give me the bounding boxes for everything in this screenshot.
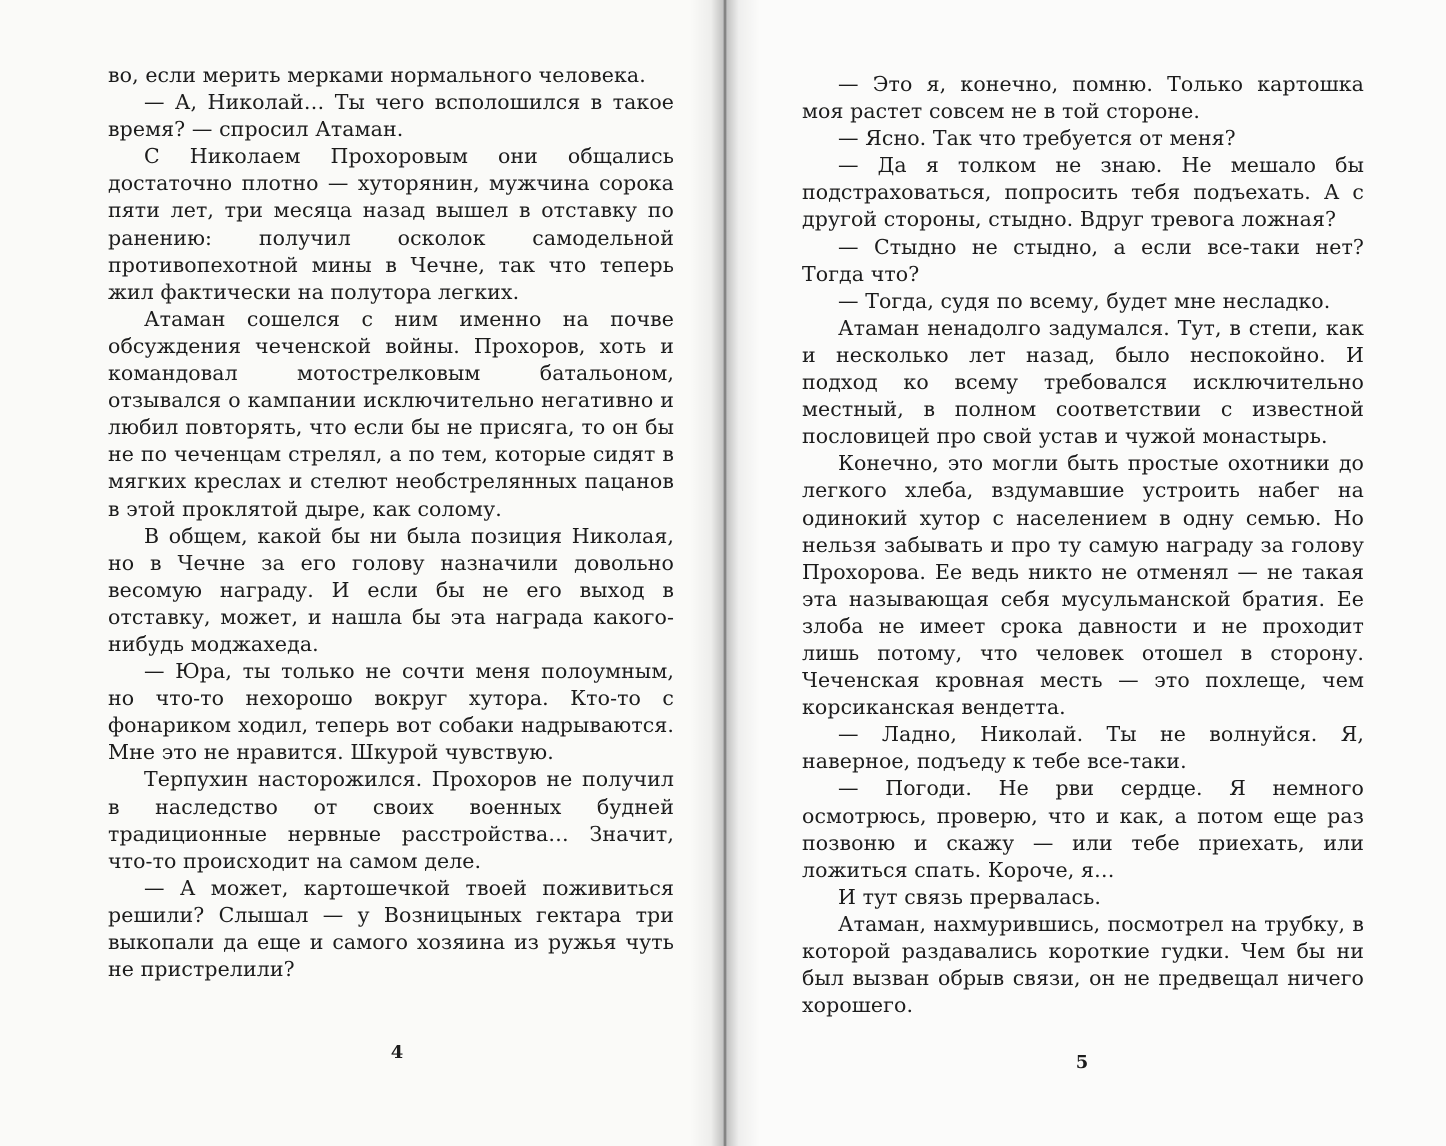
paragraph: — А может, картошечкой твоей поживиться решили? Слышал — у Возницыных гектара три выкопали да еще и самого хозяина из ружья чуть не пристрелили? <box>108 875 674 982</box>
paragraph: во, если мерить мерками нормального человека. <box>108 63 646 87</box>
paragraph: — Ладно, Николай. Ты не волнуйся. Я, наверное, подъеду к тебе все-таки. <box>802 722 1364 774</box>
paragraph: Атаман сошелся с ним именно на почве обсуждения чеченской войны. Прохоров, хоть и командовал мотострелковым батальоном, отзывался о кампании исключительно негативно и любил повторять, что если бы не присяга, то он бы не по чеченцам стрелял, а по тем, которые сидят в мягких креслах и стелют необстрелянных пацанов в этой проклятой дыре, как солому. <box>108 306 674 521</box>
paragraph: — Тогда, судя по всему, будет мне несладко. <box>838 288 1331 313</box>
paragraph: Терпухин насторожился. Прохоров не получил в наследство от своих военных будней традиционные нервные расстройства… Значит, что-то происходит на самом деле. <box>108 767 674 873</box>
paragraph: Атаман ненадолго задумался. Тут, в степи, как и несколько лет назад, было неспокойно. И подход ко всему требовался исключительно местный, в полном соответствии с известной пословицей про свой устав и чужой монастырь. <box>802 315 1364 449</box>
page-number: 4 <box>390 1042 404 1063</box>
right-page <box>722 0 1446 1146</box>
right-page-text <box>802 71 1364 1019</box>
paragraph: — Стыдно не стыдно, а если все-таки нет? Тогда что? <box>802 234 1364 286</box>
paragraph: — Это я, конечно, помню. Только картошка моя растет совсем не в той стороне. <box>802 72 1364 124</box>
paragraph: Атаман, нахмурившись, посмотрел на трубку, в которой раздавались короткие гудки. Чем бы ни был вызван обрыв связи, он не предвещал ничего хорошего. <box>802 911 1364 1018</box>
paragraph: — Да я толком не знаю. Не мешало бы подстраховаться, попросить тебя подъехать. А с другой стороны, стыдно. Вдруг тревога ложная? <box>802 153 1364 232</box>
page-number: 5 <box>1075 1052 1089 1073</box>
paragraph: И тут связь прервалась. <box>838 884 1101 909</box>
paragraph: — А, Николай… Ты чего всполошился в такое время? — спросил Атаман. <box>108 90 674 142</box>
paragraph: С Николаем Прохоровым они общались достаточно плотно — хуторянин, мужчина сорока пяти лет, три месяца назад вышел в отставку по ранению: получил осколок самодельной противопехотной мины в Чечне, так что теперь жил фактически на полутора легких. <box>108 144 674 304</box>
paragraph: — Погоди. Не рви сердце. Я немного осмотрюсь, проверю, что и как, а потом еще раз позвоню и скажу — или тебе приехать, или ложиться спать. Короче, я… <box>802 776 1364 882</box>
paragraph: — Юра, ты только не сочти меня полоумным, но что-то нехорошо вокруг хутора. Кто-то с фонариком ходил, теперь вот собаки надрываются. Мне это не нравится. Шкурой чувствую. <box>108 659 674 765</box>
paragraph: Конечно, это могли быть простые охотники до легкого хлеба, вздумавшие устроить набег на одинокий хутор с населением в одну семью. Но нельзя забывать и про ту самую награду за голову Прохорова. Ее ведь никто не отменял — не такая эта называющая себя мусульманской братия. Ее злоба не имеет срока давности и не проходит лишь потому, что человек отошел в сторону. Чеченская кровная месть — это похлеще, чем корсиканская вендетта. <box>802 451 1364 720</box>
paragraph: В общем, какой бы ни была позиция Николая, но в Чечне за его голову назначили довольно весомую награду. И если бы не его выход в отставку, может, и нашла бы эта награда какого-нибудь моджахеда. <box>108 523 674 656</box>
left-page <box>0 0 720 1146</box>
paragraph: — Ясно. Так что требуется от меня? <box>838 126 1236 151</box>
left-page-text <box>108 62 674 983</box>
